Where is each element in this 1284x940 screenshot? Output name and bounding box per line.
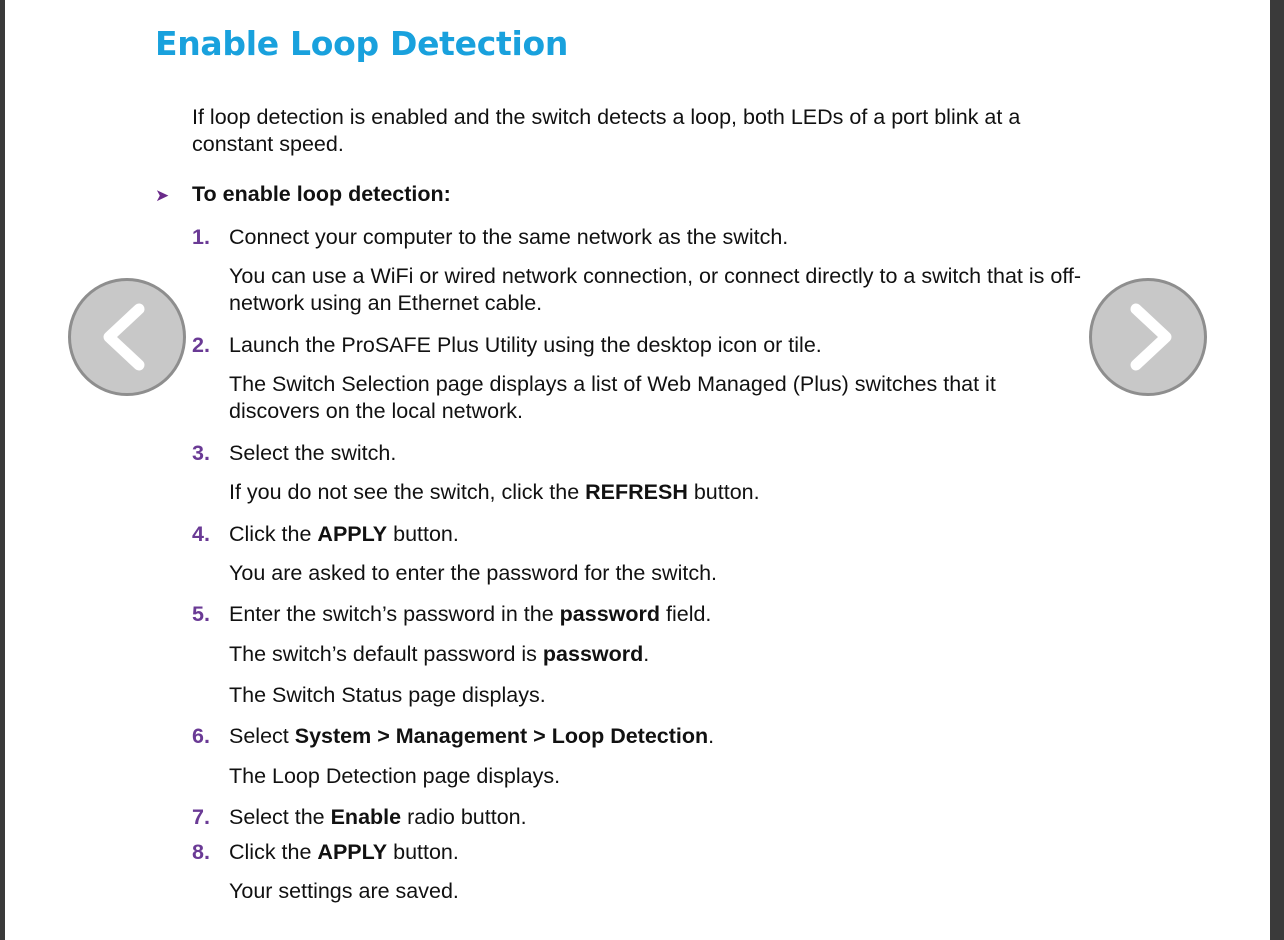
step-2-note: The Switch Selection page displays a list of Web Managed (Plus) switches that it discovers on the local network.: [229, 372, 996, 423]
step-3-number: 3.: [192, 441, 210, 465]
refresh-label: REFRESH: [585, 480, 688, 504]
viewer-frame-left: [0, 0, 5, 940]
procedure-heading-text: To enable loop detection:: [192, 182, 451, 206]
step-8-note: Your settings are saved.: [229, 879, 459, 903]
step-8-number: 8.: [192, 840, 210, 864]
step-5-note: The switch’s default password is password.: [229, 642, 650, 666]
step-1-number: 1.: [192, 225, 210, 249]
chevron-left-icon: [71, 281, 183, 393]
step-6-text: Select System > Management > Loop Detection.: [229, 724, 715, 748]
step-2-number: 2.: [192, 333, 210, 357]
procedure-arrow-icon: ➤: [155, 186, 170, 205]
step-1-note: You can use a WiFi or wired network connection, or connect directly to a switch that is off-network using an Ethernet cable.: [229, 264, 1082, 315]
step-8-text: Click the APPLY button.: [229, 840, 459, 864]
step-4-text: Click the APPLY button.: [229, 522, 459, 546]
enable-label: Enable: [330, 805, 402, 829]
next-page-button[interactable]: [1089, 278, 1207, 396]
chevron-right-icon: [1092, 281, 1204, 393]
apply-label-2: APPLY: [317, 840, 388, 864]
step-7-text: Select the Enable radio button.: [229, 805, 527, 829]
viewer-frame-right: [1270, 0, 1284, 940]
step-5-number: 5.: [192, 602, 210, 626]
step-2-text: Launch the ProSAFE Plus Utility using the desktop icon or tile.: [229, 333, 822, 357]
step-7-number: 7.: [192, 805, 210, 829]
step-4-number: 4.: [192, 522, 210, 546]
step-3-note: If you do not see the switch, click the REFRESH button.: [229, 480, 760, 504]
step-4-note: You are asked to enter the password for the switch.: [229, 561, 718, 585]
procedure-heading: [155, 182, 451, 207]
step-6-number: 6.: [192, 724, 210, 748]
step-5-note-2: The Switch Status page displays.: [229, 683, 546, 707]
step-1-text: Connect your computer to the same network as the switch.: [229, 225, 789, 249]
default-password-value: password: [542, 642, 644, 666]
page-title: Enable Loop Detection: [155, 24, 569, 63]
previous-page-button[interactable]: [68, 278, 186, 396]
password-field-label: password: [559, 602, 661, 626]
step-5-text: Enter the switch’s password in the password field.: [229, 602, 712, 626]
apply-label: APPLY: [317, 522, 388, 546]
step-6-note: The Loop Detection page displays.: [229, 764, 561, 788]
step-3-text: Select the switch.: [229, 441, 397, 465]
intro-paragraph: If loop detection is enabled and the switch detects a loop, both LEDs of a port blink at a constant speed.: [192, 105, 1021, 156]
